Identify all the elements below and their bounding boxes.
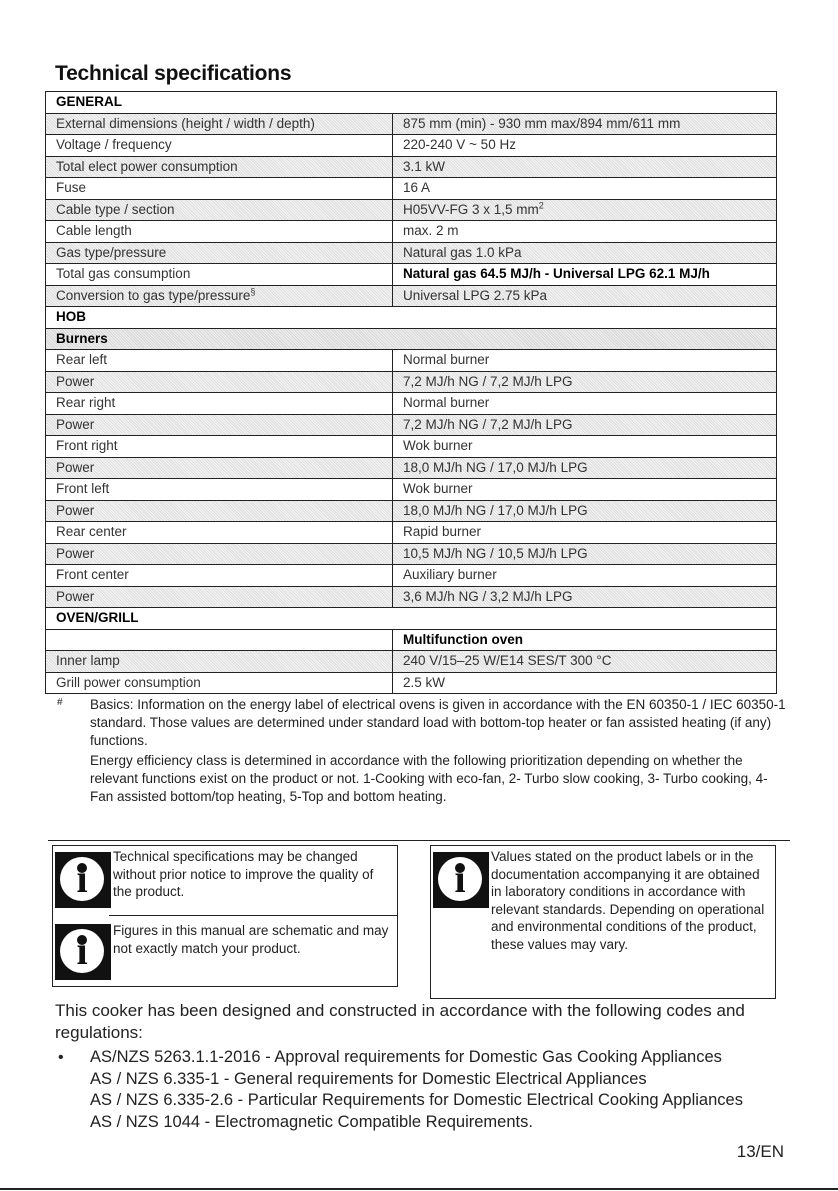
spec-row	[46, 436, 777, 458]
spec-value	[393, 242, 777, 264]
spec-row	[46, 285, 777, 307]
spec-section-row	[46, 92, 777, 114]
spec-label-text: Power	[56, 545, 95, 561]
spec-label-text: Gas type/pressure	[56, 244, 167, 260]
spec-row	[46, 242, 777, 264]
spec-row	[46, 565, 777, 587]
note-divider	[109, 915, 397, 916]
spec-label-text: Front center	[56, 567, 129, 583]
spec-label	[46, 414, 393, 436]
spec-value	[393, 586, 777, 608]
spec-label-text: Inner lamp	[56, 653, 120, 669]
spec-row	[46, 479, 777, 501]
spec-section-row	[46, 307, 777, 329]
spec-value	[393, 457, 777, 479]
spec-row	[46, 113, 777, 135]
page-bottom-rule	[0, 1188, 838, 1190]
spec-section-row	[46, 608, 777, 630]
spec-section-label: Burners	[46, 328, 777, 350]
spec-value	[393, 629, 777, 651]
spec-label-text: Fuse	[56, 180, 87, 196]
spec-label	[46, 350, 393, 372]
regulations-list	[90, 1047, 743, 1133]
spec-label-text: Power	[56, 502, 95, 518]
spec-value-text: 240 V/15–25 W/E14 SES/T 300 °C	[403, 653, 612, 669]
spec-label-text: Cable length	[56, 223, 132, 239]
footnote	[57, 696, 790, 806]
spec-label	[46, 393, 393, 415]
spec-row	[46, 393, 777, 415]
spec-value	[393, 500, 777, 522]
spec-value-text: max. 2 m	[403, 223, 459, 239]
spec-section-row	[46, 328, 777, 350]
spec-row	[46, 672, 777, 694]
spec-value-text: Multifunction oven	[403, 631, 523, 647]
info-icon: i	[433, 852, 489, 908]
spec-row	[46, 457, 777, 479]
spec-label	[46, 500, 393, 522]
spec-value	[393, 371, 777, 393]
spec-value-text: Natural gas 1.0 kPa	[403, 244, 522, 260]
spec-label	[46, 672, 393, 694]
spec-row	[46, 156, 777, 178]
spec-value-text: 3,6 MJ/h NG / 3,2 MJ/h LPG	[403, 588, 573, 604]
spec-value-text: Normal burner	[403, 352, 490, 368]
spec-label-text: Power	[56, 373, 95, 389]
spec-value	[393, 543, 777, 565]
spec-label	[46, 543, 393, 565]
footnote-mark: #	[57, 697, 63, 708]
spec-label-text: Rear left	[56, 352, 108, 368]
spec-label	[46, 522, 393, 544]
page-number: 13/EN	[736, 1142, 784, 1161]
spec-label-text: Front left	[56, 481, 110, 497]
page-title: Technical specifications	[55, 62, 292, 85]
spec-value-text: 3.1 kW	[403, 158, 446, 174]
spec-value	[393, 522, 777, 544]
spec-value-text: 2.5 kW	[403, 674, 446, 690]
spec-section-label: OVEN/GRILL	[46, 608, 777, 630]
footnote-energy-class: Energy efficiency class is determined in accordance with the following prioritization depending on whether the relevant functions exist on the product or not. 1-Cooking with eco-fan, 2- Turbo slow cooking, 3- Turbo cooking, 4- Fan assisted bottom/top heating, 5-Top and bottom heating.	[90, 753, 768, 804]
spec-label	[46, 586, 393, 608]
spec-value	[393, 414, 777, 436]
spec-row	[46, 629, 777, 651]
spec-label-text: Power	[56, 588, 95, 604]
regulation-item: AS / NZS 1044 - Electromagnetic Compatible Requirements.	[90, 1112, 533, 1131]
spec-label-text: Voltage / frequency	[56, 137, 172, 153]
spec-row	[46, 135, 777, 157]
footnote-ref: §	[250, 286, 256, 297]
spec-value-text: Auxiliary burner	[403, 567, 497, 583]
spec-row	[46, 586, 777, 608]
spec-section-label: GENERAL	[46, 92, 777, 114]
spec-value-text: Universal LPG 2.75 kPa	[403, 287, 548, 303]
spec-label-text: Cable type / section	[56, 201, 175, 217]
note-text: Values stated on the product labels or in the documentation accompanying it are obtained in laboratory conditions in accordance with relevant standards. Depending on operational and environmental conditions of the product, these values may vary.	[491, 849, 765, 952]
spec-value-text: Rapid burner	[403, 524, 482, 540]
regulation-item: AS / NZS 6.335-2.6 - Particular Requirements for Domestic Electrical Cooking Appliances	[90, 1091, 743, 1109]
spec-label-text: Power	[56, 459, 95, 475]
spec-label	[46, 629, 393, 651]
spec-label	[46, 285, 393, 307]
spec-label	[46, 651, 393, 673]
regulation-item: AS/NZS 5263.1.1-2016 - Approval requirements for Domestic Gas Cooking Appliances	[90, 1048, 722, 1066]
spec-label	[46, 479, 393, 501]
spec-value	[393, 113, 777, 135]
spec-value-text: 220-240 V ~ 50 Hz	[403, 137, 516, 153]
intro-text	[55, 1000, 775, 1043]
spec-value-text: Wok burner	[403, 481, 473, 497]
spec-value	[393, 156, 777, 178]
spec-label	[46, 242, 393, 264]
note-lab-values	[431, 848, 775, 996]
spec-label	[46, 371, 393, 393]
spec-label-text: Total gas consumption	[56, 266, 191, 282]
spec-value-text: H05VV-FG 3 x 1,5 mm	[403, 201, 539, 217]
spec-value	[393, 672, 777, 694]
section-divider	[48, 840, 790, 841]
footnote-basics: Basics: Information on the energy label of electrical ovens is given in accordance with the EN 60350-1 / IEC 60350-1 standard. Those values are determined under standard load with bottom-top heater or fan assisted heating (if any) functions.	[90, 697, 786, 748]
spec-label-text: Power	[56, 416, 95, 432]
note-text: Technical specifications may be changed without prior notice to improve the quality of the product.	[113, 849, 374, 899]
superscript: 2	[538, 200, 544, 211]
spec-label-text: Front right	[56, 438, 118, 454]
spec-value-text: Natural gas 64.5 MJ/h - Universal LPG 62.1 MJ/h	[403, 266, 710, 282]
spec-value	[393, 221, 777, 243]
spec-value-text: 18,0 MJ/h NG / 17,0 MJ/h LPG	[403, 502, 588, 518]
regulation-item: AS / NZS 6.335-1 - General requirements for Domestic Electrical Appliances	[90, 1069, 647, 1088]
note-figures	[53, 922, 397, 982]
spec-label	[46, 457, 393, 479]
spec-row	[46, 522, 777, 544]
intro-paragraph: This cooker has been designed and constructed in accordance with the following codes and regulations:	[55, 1001, 745, 1042]
note-text: Figures in this manual are schematic and may not exactly match your product.	[113, 923, 389, 956]
spec-value-text: 7,2 MJ/h NG / 7,2 MJ/h LPG	[403, 373, 573, 389]
spec-value-text: 7,2 MJ/h NG / 7,2 MJ/h LPG	[403, 416, 573, 432]
spec-row	[46, 350, 777, 372]
spec-value	[393, 178, 777, 200]
spec-label	[46, 221, 393, 243]
spec-table	[45, 91, 777, 694]
spec-row	[46, 500, 777, 522]
spec-value	[393, 199, 777, 221]
spec-label-text: Rear center	[56, 524, 127, 540]
spec-value	[393, 479, 777, 501]
spec-value	[393, 285, 777, 307]
spec-section-label: HOB	[46, 307, 777, 329]
note-box-left	[52, 845, 398, 987]
spec-label	[46, 264, 393, 286]
spec-label	[46, 113, 393, 135]
spec-value-text: 875 mm (min) - 930 mm max/894 mm/611 mm	[403, 115, 681, 131]
spec-label	[46, 178, 393, 200]
spec-label	[46, 199, 393, 221]
spec-value	[393, 264, 777, 286]
spec-value-text: 10,5 MJ/h NG / 10,5 MJ/h LPG	[403, 545, 588, 561]
info-icon: i	[55, 852, 111, 908]
spec-row	[46, 371, 777, 393]
spec-label-text: Grill power consumption	[56, 674, 201, 690]
spec-value	[393, 651, 777, 673]
spec-value	[393, 436, 777, 458]
spec-value-text: Normal burner	[403, 395, 490, 411]
spec-row	[46, 199, 777, 221]
note-spec-change	[53, 848, 397, 912]
spec-row	[46, 178, 777, 200]
spec-value	[393, 135, 777, 157]
spec-label-text: Total elect power consumption	[56, 158, 238, 174]
spec-value	[393, 393, 777, 415]
spec-label-text: External dimensions (height / width / depth)	[56, 115, 315, 131]
spec-label-text: Rear right	[56, 395, 116, 411]
spec-value	[393, 350, 777, 372]
spec-label	[46, 135, 393, 157]
info-icon: i	[55, 924, 111, 980]
spec-value-text: Wok burner	[403, 438, 473, 454]
spec-label	[46, 565, 393, 587]
spec-row	[46, 651, 777, 673]
spec-value-text: 18,0 MJ/h NG / 17,0 MJ/h LPG	[403, 459, 588, 475]
spec-row	[46, 414, 777, 436]
spec-label-text: Conversion to gas type/pressure	[56, 287, 251, 303]
spec-label	[46, 156, 393, 178]
bullet-glyph: •	[58, 1049, 64, 1066]
spec-value	[393, 565, 777, 587]
spec-row	[46, 543, 777, 565]
spec-label	[46, 436, 393, 458]
spec-value-text: 16 A	[403, 180, 431, 196]
spec-row	[46, 221, 777, 243]
spec-row	[46, 264, 777, 286]
note-box-right	[430, 845, 776, 999]
